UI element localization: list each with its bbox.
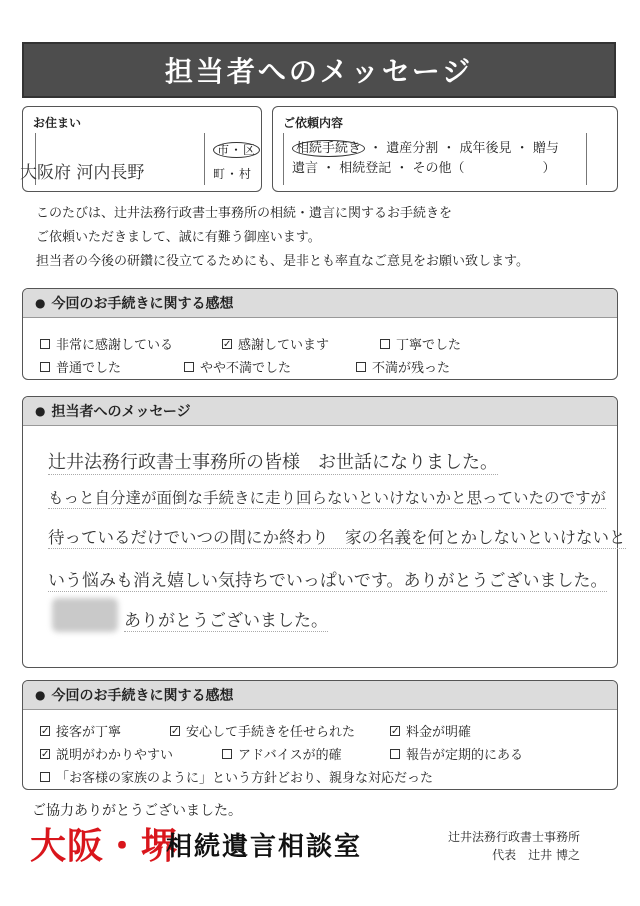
- message-line: 待っているだけでいつの間にか終わり 家の名義を何とかしないといけないと: [48, 524, 626, 549]
- impression-heading-2: ● 今回のお手続きに関する感想: [23, 681, 617, 710]
- redacted-name: [52, 598, 118, 632]
- consultation-selected: 相続手続き: [292, 140, 365, 157]
- message-line: いう悩みも消え嬉しい気持ちでいっぱいです。ありがとうございました。: [48, 566, 607, 592]
- message-line: ありがとうございました。: [124, 606, 328, 632]
- impression2-option[interactable]: ✓ 説明がわかりやすい: [41, 748, 174, 763]
- impression2-option[interactable]: 「お客様の家族のように」という方針どおり、親身な対応だった: [40, 767, 433, 786]
- impression1-option[interactable]: 普通でした: [40, 357, 121, 376]
- checkbox-icon[interactable]: [40, 362, 50, 372]
- impression1-option[interactable]: やや不満でした: [184, 357, 291, 376]
- impression2-option[interactable]: 報告が定期的にある: [390, 744, 523, 763]
- checkbox-icon[interactable]: [40, 772, 50, 782]
- consultation-line1: ・ 遺産分割 ・ 成年後見 ・ 贈与: [369, 141, 559, 156]
- consultation-label: ご依頼内容: [283, 116, 344, 130]
- intro-line-1: このたびは、辻井法務行政書士事務所の相続・遺言に関するお手続きを: [36, 206, 453, 221]
- bullet-icon: ●: [35, 404, 46, 418]
- logo-text-red: 大阪・堺: [30, 826, 179, 867]
- checkbox-icon[interactable]: [222, 749, 232, 759]
- impression2-option[interactable]: ✓ 安心して手続きを任せられた: [171, 725, 356, 740]
- impression1-option[interactable]: ✓ 感謝しています: [223, 338, 330, 353]
- consultation-box: [272, 106, 618, 192]
- impression2-option[interactable]: ✓ 料金が明確: [391, 725, 472, 740]
- bullet-icon: ●: [35, 688, 46, 702]
- checkbox-icon[interactable]: [380, 339, 390, 349]
- checkbox-icon[interactable]: [184, 362, 194, 372]
- checkbox-icon[interactable]: ✓: [41, 725, 50, 737]
- checkbox-icon[interactable]: [40, 339, 50, 349]
- address-unit-town: 町・村: [213, 167, 253, 181]
- consultation-line2: 遺言 ・ 相続登記 ・ その他（ ）: [292, 161, 556, 176]
- address-unit-city: 市・区: [213, 141, 260, 158]
- address-value: 大阪府 河内長野: [20, 163, 145, 183]
- address-label: お住まい: [33, 116, 82, 130]
- consultation-options: [283, 133, 587, 185]
- office-name: 辻井法務行政書士事務所: [447, 830, 580, 844]
- page-title: 担当者へのメッセージ: [22, 42, 616, 98]
- impression1-option[interactable]: 非常に感謝している: [40, 334, 173, 353]
- checkbox-icon[interactable]: [356, 362, 366, 372]
- intro-line-3: 担当者の今後の研鑽に役立てるためにも、是非とも率直なご意見をお願い致します。: [36, 254, 529, 269]
- intro-line-2: ご依頼いただきまして、誠に有難う御座います。: [36, 230, 321, 245]
- checkbox-icon[interactable]: ✓: [171, 725, 180, 737]
- impression1-option[interactable]: 不満が残った: [356, 357, 450, 376]
- logo-text: 相続遺言相談室: [166, 832, 363, 862]
- checkbox-icon[interactable]: [390, 749, 400, 759]
- impression2-option[interactable]: アドバイスが的確: [222, 744, 342, 763]
- checkbox-icon[interactable]: ✓: [41, 748, 50, 760]
- impression-heading-1: ● 今回のお手続きに関する感想: [23, 289, 617, 318]
- message-line: 辻井法務行政書士事務所の皆様 お世話になりました。: [48, 448, 498, 475]
- checkbox-icon[interactable]: ✓: [391, 725, 400, 737]
- impression1-option[interactable]: 丁寧でした: [380, 334, 461, 353]
- representative-name: 代表 辻井 博之: [492, 848, 580, 862]
- bullet-icon: ●: [35, 296, 46, 310]
- impression2-option[interactable]: ✓ 接客が丁寧: [41, 725, 122, 740]
- message-heading: ● 担当者へのメッセージ: [23, 397, 617, 426]
- thanks-text: ご協力ありがとうございました。: [32, 803, 242, 819]
- checkbox-icon[interactable]: ✓: [223, 338, 232, 350]
- message-line: もっと自分達が面倒な手続きに走り回らないといけないかと思っていたのですが: [48, 486, 606, 509]
